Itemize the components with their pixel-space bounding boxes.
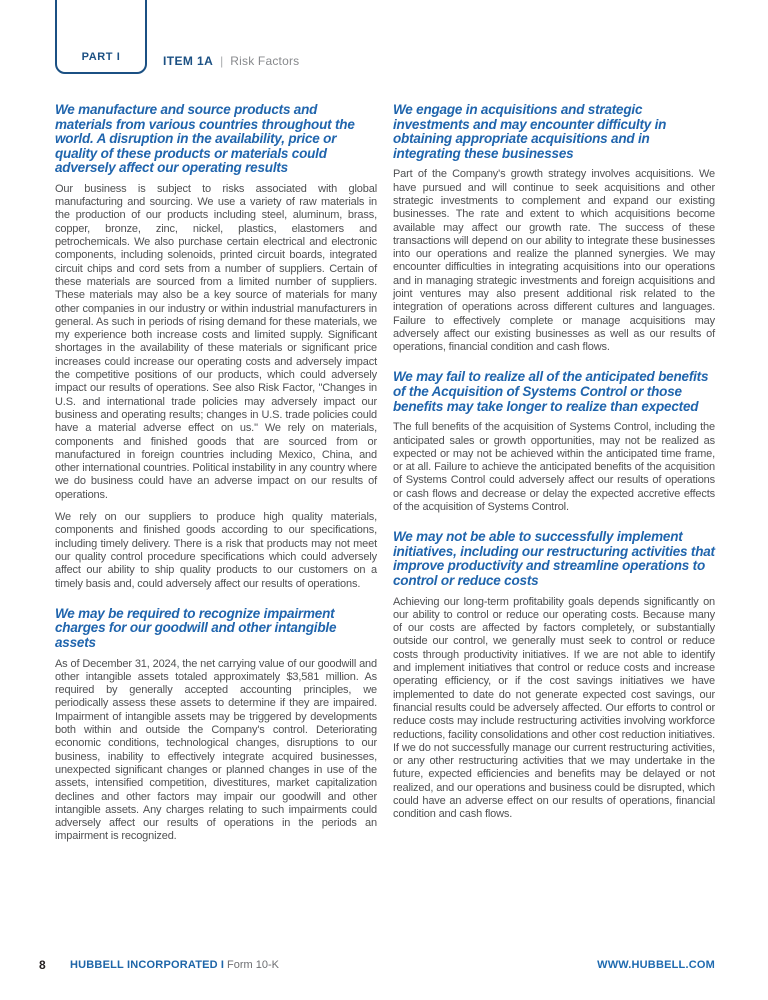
risk-heading: We may be required to recognize impairment charges for our goodwill and other intangible assets	[55, 605, 337, 650]
risk-heading: We engage in acquisitions and strategic investments and may encounter difficulty in obtaining appropriate acquisitions and in integrating these businesses	[393, 102, 667, 161]
item-title: Risk Factors	[230, 54, 300, 68]
risk-paragraph: We rely on our suppliers to produce high quality materials, components and finished goods according to our specifications, including timely delivery. There is a risk that products may not meet our quality control procedure specifications which could adversely affect our ability to ship quality products to our customers on a timely basis and, could adversely affect our results of operations.	[55, 511, 377, 590]
item-separator: |	[220, 54, 224, 68]
item-header	[163, 54, 299, 68]
risk-heading: We may fail to realize all of the anticipated benefits of the Acquisition of Systems Control or those benefits may take longer to realize than expected	[393, 369, 709, 414]
right-column	[393, 100, 715, 853]
page-number: 8	[39, 958, 46, 972]
footer-form-label: Form 10-K	[227, 959, 279, 971]
risk-paragraph: Achieving our long-term profitability goals depends significantly on our ability to control or reduce our operating costs. Because many of our costs are affected by factors completely, or substantially outside our control, we generally must seek to control or reduce costs through productivity initiatives. If we are not able to identify and implement initiatives that control or reduce costs and increase operating efficiency, or if the cost savings initiatives we have implemented to date do not generate expected cost savings, our financial results could be adversely affected. Our efforts to control or reduce costs may include restructuring activities involving workforce reductions, facility consolidations and other cost reduction initiatives. If we do not successfully manage our current restructuring activities, or any other restructuring activities that we may undertake in the future, expected efficiencies and benefits may be delayed or not realized, and our operations and business could be disrupted, which could have an adverse effect on our results of operations, financial condition and cash flows.	[393, 595, 715, 821]
footer-separator: I	[220, 959, 224, 971]
footer-company-line	[70, 959, 279, 971]
part-label: PART I	[81, 51, 121, 63]
risk-paragraph: The full benefits of the acquisition of Systems Control, including the anticipated sales or growth opportunities, may not be realized as expected or may not be achieved within the anticipated time frame, or at all. Failure to achieve the anticipated benefits of the acquisition of Systems Control could adversely affect our results of operations or cash flows and decrease or delay the expected accretive effects of the acquisition of Systems Control.	[393, 421, 715, 513]
item-label: ITEM 1A	[163, 54, 214, 68]
risk-heading: We may not be able to successfully implement initiatives, including our restructuring activities that improve productivity and streamline operations to control or reduce costs	[393, 529, 715, 589]
content-columns	[55, 100, 715, 853]
risk-paragraph: Part of the Company's growth strategy involves acquisitions. We have pursued and will continue to seek acquisitions and other strategic investments to complement and expand our existing businesses. The rate and extent to which acquisitions become available may affect our growth rate. The success of these transactions will depend on our ability to integrate these businesses into our operations and realize the planned synergies. We may encounter difficulties in integrating acquisitions into our operations and in managing strategic investments and foreign acquisitions and joint ventures may also present additional risk related to the integration of operations across different cultures and languages. Failure to effectively complete or manage acquisitions may adversely affect our existing businesses as well as our results of operations, financial condition and cash flows.	[393, 168, 715, 354]
footer-website: WWW.HUBBELL.COM	[597, 959, 715, 971]
left-column	[55, 100, 377, 853]
footer-company: HUBBELL INCORPORATED	[70, 959, 218, 971]
risk-heading: We manufacture and source products and materials from various countries throughout the world. A disruption in the availability, price or quality of these products or materials could adversely affect our operating results	[55, 102, 355, 176]
risk-paragraph: As of December 31, 2024, the net carrying value of our goodwill and other intangible assets totaled approximately $3,581 million. As required by generally accepted accounting principles, we periodically assess these assets to determine if they are impaired. Impairment of intangible assets may be triggered by developments both within and outside the Company's control. Deteriorating economic conditions, technological changes, disruptions to our business, inability to effectively integrate acquired businesses, unexpected significant changes or planned changes in use of the assets, intensified competition, divestitures, market capitalization declines and other factors may impair our goodwill and other intangible assets. Any charges relating to such impairments could adversely affect our results of operations in the periods an impairment is recognized.	[55, 657, 377, 843]
part-tab-box	[55, 0, 147, 74]
risk-paragraph: Our business is subject to risks associated with global manufacturing and sourcing. We use a variety of raw materials in the production of our products including steel, aluminum, brass, copper, bronze, zinc, nickel, plastics, elastomers and petrochemicals. We also purchase certain electrical and electronic components, including solenoids, printed circuit boards, integrated circuit chips and cord sets from a number of suppliers. Certain of these materials are sourced from a limited number of suppliers. These materials may also be a key source of materials for many other companies in our industry or within industrial manufacturers in general. As such in periods of rising demand for these materials, we my experience both increase costs and limited supply. Significant shortages in the availability of these materials or significant price increases could increase our operating costs and adversely impact the competitive positions of our products, which could adversely impact our results of operations. See also Risk Factor, "Changes in U.S. and international trade policies may adversely impact our business and operating results; changes in U.S. trade policies could have a material adverse effect on us." We rely on materials, components and finished goods that are sourced from or manufactured in foreign countries including Mexico, China, and other international countries. Political instability in any country where we do business could have an adverse impact on our results of operations.	[55, 182, 377, 501]
page-footer	[0, 958, 768, 978]
